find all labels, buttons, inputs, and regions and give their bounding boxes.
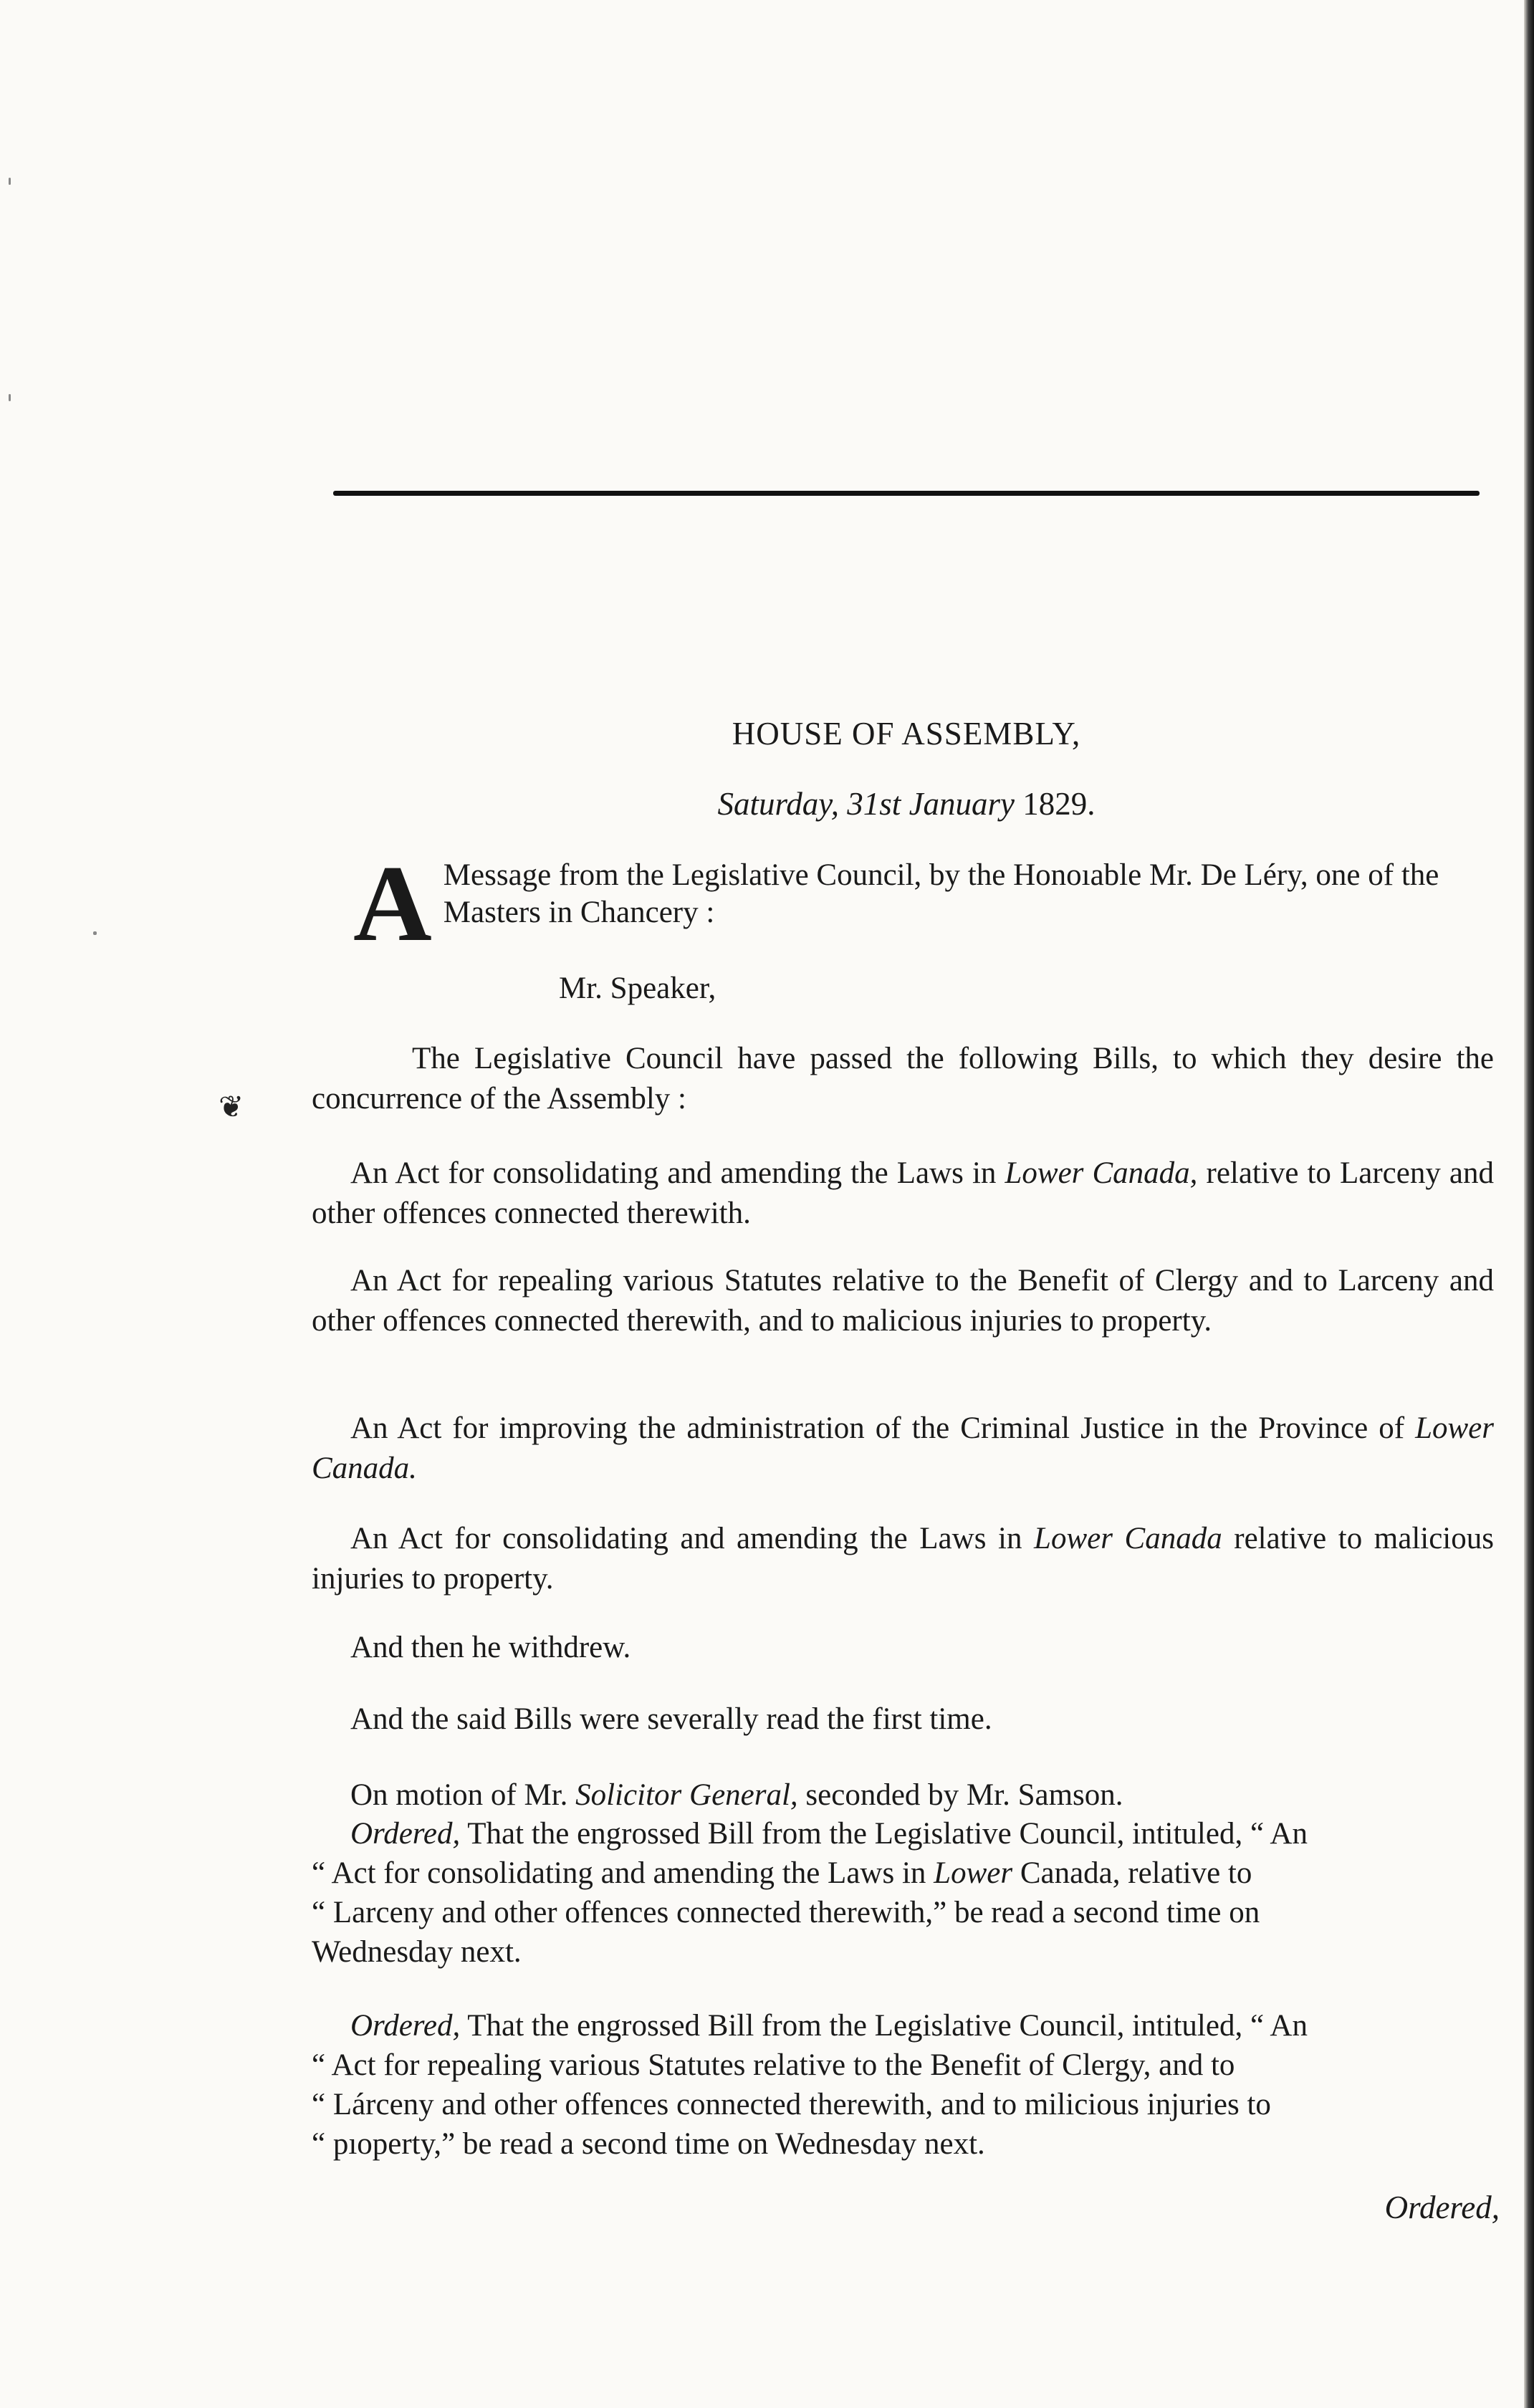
date-line xyxy=(333,785,1480,822)
catchword: Ordered, xyxy=(1384,2189,1500,2225)
order-line: Wednesday next. xyxy=(312,1935,522,1969)
page-title: HOUSE OF ASSEMBLY, xyxy=(732,716,1081,752)
motion-seconded: seconded by Mr. Samson. xyxy=(805,1778,1123,1812)
bill-text: An Act for improving the administration of the Criminal Justice in the Province of xyxy=(350,1411,1405,1445)
order-2 xyxy=(312,2006,1494,2164)
speck xyxy=(9,178,11,185)
bill-2 xyxy=(312,1261,1494,1341)
order-line: Canada, relative to xyxy=(1020,1856,1252,1890)
bill-1 xyxy=(312,1153,1494,1234)
motion-mover: Solicitor General, xyxy=(575,1778,798,1812)
bill-text: An Act for consolidating and amending the Laws in xyxy=(350,1156,997,1190)
order-1 xyxy=(312,1814,1494,1972)
withdrew-line: And then he withdrew. xyxy=(350,1631,631,1664)
date-year: 1829. xyxy=(1022,786,1096,822)
bill-italic: Lower Canada, xyxy=(1005,1156,1198,1190)
top-rule xyxy=(333,491,1480,496)
motion-line xyxy=(312,1775,1494,1815)
bill-text: An Act for repealing various Statutes relative to the Benefit of Clergy and to Larceny and other offences connected therewith, and to malicious injuries to property. xyxy=(312,1264,1494,1338)
drop-cap: A xyxy=(353,843,432,964)
order-line: “ Act for consolidating and amending the Laws in xyxy=(312,1856,926,1890)
order-label: Ordered, xyxy=(350,1817,461,1851)
order-italic: Lower xyxy=(934,1856,1013,1890)
date-weekday: Saturday, xyxy=(717,786,840,822)
page-edge xyxy=(1524,0,1534,2408)
order-label: Ordered, xyxy=(350,2009,461,2043)
first-reading-line: And the said Bills were severally read the first time. xyxy=(350,1702,992,1736)
date-month: January xyxy=(909,786,1015,822)
speck xyxy=(9,394,11,401)
order-line: That the engrossed Bill from the Legislative Council, intituled, “ An xyxy=(467,2009,1308,2043)
printers-mark-icon: ❦ xyxy=(219,1091,244,1124)
order-line: “ pıoperty,” be read a second time on Wednesday next. xyxy=(312,2127,985,2161)
bill-italic: Lower Canada. xyxy=(312,1411,1494,1485)
bill-text: relative to Larceny and other offences connected therewith. xyxy=(312,1156,1494,1230)
bill-text: An Act for consolidating and amending the Laws in xyxy=(350,1522,1022,1555)
order-line: That the engrossed Bill from the Legislative Council, intituled, “ An xyxy=(467,1817,1308,1851)
intro-paragraph: The Legislative Council have passed the following Bills, to which they desire the concurrence of the Assembly : xyxy=(312,1042,1494,1116)
bill-3 xyxy=(312,1409,1494,1489)
order-line: “ Lárceny and other offences connected therewith, and to milicious injuries to xyxy=(312,2088,1271,2121)
order-line: “ Act for repealing various Statutes relative to the Benefit of Clergy, and to xyxy=(312,2048,1235,2082)
salutation: Mr. Speaker, xyxy=(559,972,716,1005)
bill-4 xyxy=(312,1519,1494,1599)
bill-text: relative to malicious injuries to property. xyxy=(312,1522,1494,1596)
order-line: “ Larceny and other offences connected therewith,” be read a second time on xyxy=(312,1896,1260,1929)
motion-prefix: On motion of Mr. xyxy=(350,1778,568,1812)
opening-paragraph xyxy=(353,843,1494,964)
speck xyxy=(93,931,97,935)
date-day: 31st xyxy=(847,786,901,822)
bill-italic: Lower Canada xyxy=(1034,1522,1222,1555)
opening-text: Message from the Legislative Council, by the Honoıable Mr. De Léry, one of the Masters in Chancery : xyxy=(443,858,1439,929)
